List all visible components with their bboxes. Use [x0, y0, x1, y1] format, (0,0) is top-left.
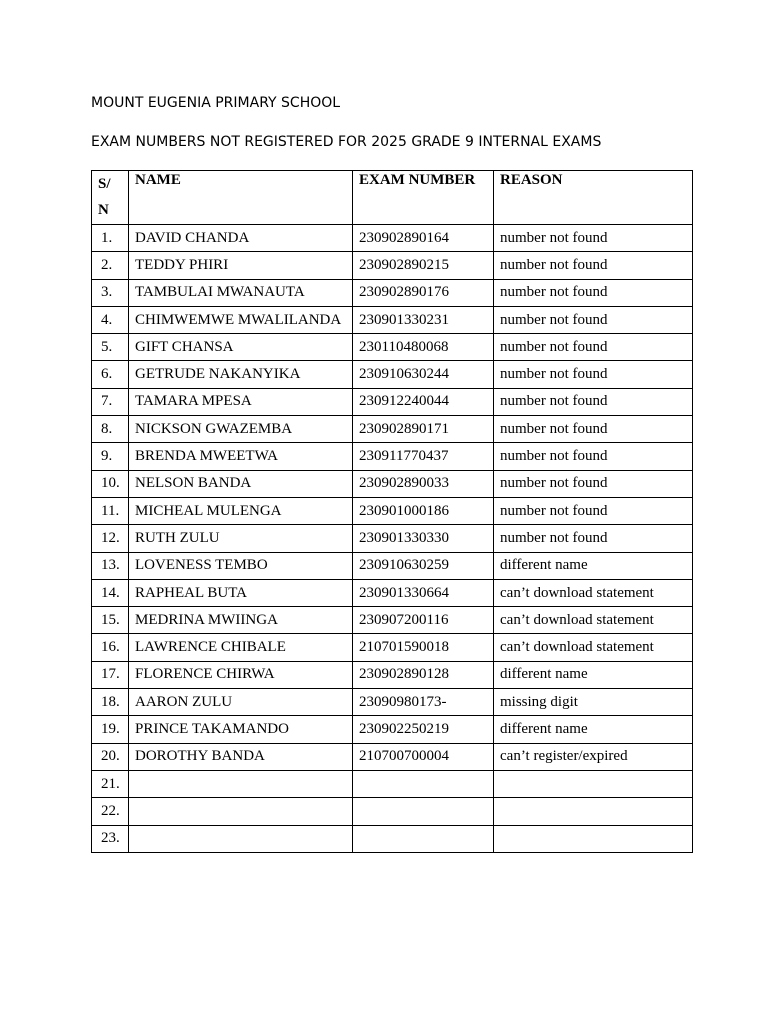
- row-serial-number-cell: [92, 525, 129, 552]
- row-reason: number not found: [500, 338, 608, 355]
- row-exam-number-cell: [353, 388, 494, 415]
- row-exam-number: 230902890128: [359, 666, 449, 683]
- row-name: TAMARA MPESA: [135, 393, 252, 410]
- row-exam-number-cell: [353, 279, 494, 306]
- row-name: LAWRENCE CHIBALE: [135, 639, 286, 656]
- row-name-cell: [129, 552, 353, 579]
- row-reason-cell: [494, 661, 693, 688]
- row-reason: different name: [500, 666, 588, 683]
- row-reason-cell: [494, 798, 693, 825]
- row-serial-number: 5.: [101, 338, 113, 355]
- row-serial-number-cell: [92, 743, 129, 770]
- row-reason: number not found: [500, 420, 608, 437]
- table-row: [92, 470, 693, 497]
- row-exam-number-cell: [353, 416, 494, 443]
- row-serial-number-cell: [92, 661, 129, 688]
- row-exam-number: 230910630259: [359, 557, 449, 574]
- row-reason-cell: [494, 579, 693, 606]
- row-reason-cell: [494, 825, 693, 852]
- row-serial-number-cell: [92, 470, 129, 497]
- row-serial-number: 17.: [101, 666, 120, 683]
- row-reason-cell: [494, 470, 693, 497]
- column-header-sn-top: S/: [98, 176, 111, 192]
- row-serial-number-cell: [92, 579, 129, 606]
- row-name: RUTH ZULU: [135, 529, 220, 546]
- row-serial-number: 13.: [101, 557, 120, 574]
- row-name: MICHEAL MULENGA: [135, 502, 282, 519]
- row-reason: number not found: [500, 393, 608, 410]
- row-name: GETRUDE NAKANYIKA: [135, 366, 301, 383]
- row-serial-number-cell: [92, 497, 129, 524]
- row-exam-number-cell: [353, 334, 494, 361]
- row-name: MEDRINA MWIINGA: [135, 611, 278, 628]
- row-reason-cell: [494, 225, 693, 252]
- row-name: DOROTHY BANDA: [135, 748, 265, 765]
- table-row: [92, 552, 693, 579]
- row-exam-number: 230110480068: [359, 338, 449, 355]
- row-reason-cell: [494, 416, 693, 443]
- row-serial-number: 23.: [101, 830, 120, 847]
- row-serial-number: 9.: [101, 448, 113, 465]
- row-name-cell: [129, 798, 353, 825]
- row-exam-number: 230901000186: [359, 502, 449, 519]
- row-exam-number-cell: [353, 798, 494, 825]
- row-name: TAMBULAI MWANAUTA: [135, 284, 305, 301]
- row-reason: number not found: [500, 529, 608, 546]
- row-serial-number-cell: [92, 225, 129, 252]
- row-name: GIFT CHANSA: [135, 338, 234, 355]
- row-serial-number: 21.: [101, 775, 120, 792]
- row-name-cell: [129, 306, 353, 333]
- row-serial-number-cell: [92, 689, 129, 716]
- row-exam-number-cell: [353, 634, 494, 661]
- row-exam-number: 230902890033: [359, 475, 449, 492]
- row-name-cell: [129, 225, 353, 252]
- row-reason: can’t download statement: [500, 584, 654, 601]
- row-serial-number: 22.: [101, 802, 120, 819]
- table-row: [92, 334, 693, 361]
- row-exam-number-cell: [353, 552, 494, 579]
- row-serial-number: 3.: [101, 284, 113, 301]
- row-exam-number: 230902890215: [359, 256, 449, 273]
- row-reason: number not found: [500, 448, 608, 465]
- row-reason-cell: [494, 634, 693, 661]
- row-name: FLORENCE CHIRWA: [135, 666, 275, 683]
- row-name: LOVENESS TEMBO: [135, 557, 268, 574]
- row-name-cell: [129, 443, 353, 470]
- row-serial-number: 4.: [101, 311, 113, 328]
- table-row: [92, 525, 693, 552]
- row-name-cell: [129, 634, 353, 661]
- row-exam-number: 210700700004: [359, 748, 449, 765]
- table-row: [92, 225, 693, 252]
- row-reason: can’t download statement: [500, 611, 654, 628]
- row-name-cell: [129, 252, 353, 279]
- row-serial-number: 1.: [101, 229, 113, 246]
- table-row: [92, 634, 693, 661]
- row-name-cell: [129, 689, 353, 716]
- table-row: [92, 252, 693, 279]
- row-exam-number-cell: [353, 825, 494, 852]
- column-header-name: NAME: [129, 171, 353, 225]
- row-name: PRINCE TAKAMANDO: [135, 720, 289, 737]
- table-row: [92, 388, 693, 415]
- row-exam-number: 230901330231: [359, 311, 449, 328]
- row-reason-cell: [494, 306, 693, 333]
- row-reason: number not found: [500, 311, 608, 328]
- row-exam-number-cell: [353, 770, 494, 797]
- row-serial-number: 2.: [101, 256, 113, 273]
- table-row: [92, 689, 693, 716]
- row-exam-number: 230902250219: [359, 720, 449, 737]
- row-serial-number-cell: [92, 334, 129, 361]
- row-serial-number-cell: [92, 716, 129, 743]
- row-name: NELSON BANDA: [135, 475, 252, 492]
- row-reason-cell: [494, 361, 693, 388]
- column-header-sn-bottom: N: [98, 202, 109, 218]
- row-reason-cell: [494, 743, 693, 770]
- table-row: [92, 743, 693, 770]
- row-exam-number: 230910630244: [359, 366, 449, 383]
- row-exam-number: 230902890164: [359, 229, 449, 246]
- row-serial-number: 11.: [101, 502, 120, 519]
- row-name-cell: [129, 497, 353, 524]
- table-row: [92, 579, 693, 606]
- row-reason: number not found: [500, 366, 608, 383]
- row-name-cell: [129, 825, 353, 852]
- table-row: [92, 798, 693, 825]
- row-serial-number: 8.: [101, 420, 113, 437]
- row-name-cell: [129, 334, 353, 361]
- row-exam-number: 230901330664: [359, 584, 449, 601]
- row-serial-number-cell: [92, 443, 129, 470]
- table-row: [92, 279, 693, 306]
- row-serial-number-cell: [92, 607, 129, 634]
- row-serial-number-cell: [92, 306, 129, 333]
- row-serial-number: 7.: [101, 393, 113, 410]
- row-name-cell: [129, 388, 353, 415]
- table-row: [92, 306, 693, 333]
- row-reason: number not found: [500, 475, 608, 492]
- row-name-cell: [129, 579, 353, 606]
- table-header-row: [92, 171, 693, 225]
- row-exam-number-cell: [353, 607, 494, 634]
- row-exam-number-cell: [353, 361, 494, 388]
- table-row: [92, 443, 693, 470]
- column-header-exam-number: EXAM NUMBER: [353, 171, 494, 225]
- row-serial-number-cell: [92, 634, 129, 661]
- row-name-cell: [129, 607, 353, 634]
- row-exam-number-cell: [353, 225, 494, 252]
- row-reason-cell: [494, 770, 693, 797]
- row-reason-cell: [494, 552, 693, 579]
- row-exam-number-cell: [353, 443, 494, 470]
- row-reason-cell: [494, 716, 693, 743]
- row-reason-cell: [494, 388, 693, 415]
- row-exam-number: 230912240044: [359, 393, 449, 410]
- row-name-cell: [129, 525, 353, 552]
- row-serial-number: 16.: [101, 639, 120, 656]
- row-serial-number: 20.: [101, 748, 120, 765]
- row-serial-number-cell: [92, 798, 129, 825]
- row-exam-number-cell: [353, 689, 494, 716]
- row-exam-number-cell: [353, 743, 494, 770]
- row-reason-cell: [494, 443, 693, 470]
- row-exam-number: 210701590018: [359, 639, 449, 656]
- row-name: DAVID CHANDA: [135, 229, 250, 246]
- row-exam-number: 23090980173-: [359, 693, 447, 710]
- row-serial-number-cell: [92, 825, 129, 852]
- document-title: EXAM NUMBERS NOT REGISTERED FOR 2025 GRADE 9 INTERNAL EXAMS: [91, 134, 602, 150]
- exam-numbers-table: [91, 170, 693, 853]
- row-exam-number-cell: [353, 497, 494, 524]
- row-serial-number-cell: [92, 388, 129, 415]
- row-name: AARON ZULU: [135, 693, 233, 710]
- row-serial-number: 10.: [101, 475, 120, 492]
- row-name-cell: [129, 279, 353, 306]
- row-reason: number not found: [500, 284, 608, 301]
- row-name-cell: [129, 470, 353, 497]
- row-reason-cell: [494, 279, 693, 306]
- row-exam-number-cell: [353, 470, 494, 497]
- row-name-cell: [129, 661, 353, 688]
- row-serial-number: 6.: [101, 366, 113, 383]
- row-name-cell: [129, 716, 353, 743]
- row-name-cell: [129, 361, 353, 388]
- row-serial-number-cell: [92, 770, 129, 797]
- row-reason-cell: [494, 525, 693, 552]
- row-exam-number-cell: [353, 579, 494, 606]
- row-exam-number-cell: [353, 252, 494, 279]
- row-serial-number: 18.: [101, 693, 120, 710]
- row-exam-number: 230911770437: [359, 448, 449, 465]
- row-name: RAPHEAL BUTA: [135, 584, 247, 601]
- row-serial-number-cell: [92, 552, 129, 579]
- row-name: CHIMWEMWE MWALILANDA: [135, 311, 342, 328]
- row-exam-number-cell: [353, 661, 494, 688]
- table-row: [92, 416, 693, 443]
- row-name: TEDDY PHIRI: [135, 256, 229, 273]
- row-reason-cell: [494, 689, 693, 716]
- row-name-cell: [129, 416, 353, 443]
- row-serial-number-cell: [92, 361, 129, 388]
- row-name: BRENDA MWEETWA: [135, 448, 278, 465]
- row-name: NICKSON GWAZEMBA: [135, 420, 293, 437]
- table-row: [92, 607, 693, 634]
- column-header-reason: REASON: [494, 171, 693, 225]
- column-header-sn: [92, 171, 129, 225]
- row-exam-number: 230902890171: [359, 420, 449, 437]
- row-reason-cell: [494, 607, 693, 634]
- table-row: [92, 716, 693, 743]
- row-exam-number-cell: [353, 525, 494, 552]
- row-exam-number-cell: [353, 716, 494, 743]
- row-reason: different name: [500, 720, 588, 737]
- row-serial-number-cell: [92, 279, 129, 306]
- row-reason: number not found: [500, 502, 608, 519]
- table-row: [92, 361, 693, 388]
- row-reason: number not found: [500, 229, 608, 246]
- row-reason: can’t register/expired: [500, 748, 628, 765]
- row-exam-number: 230901330330: [359, 529, 449, 546]
- row-name-cell: [129, 743, 353, 770]
- row-reason-cell: [494, 334, 693, 361]
- row-reason: missing digit: [500, 693, 578, 710]
- table-row: [92, 661, 693, 688]
- table-row: [92, 497, 693, 524]
- row-exam-number-cell: [353, 306, 494, 333]
- school-name: MOUNT EUGENIA PRIMARY SCHOOL: [91, 95, 341, 111]
- row-serial-number: 12.: [101, 529, 120, 546]
- row-reason: number not found: [500, 256, 608, 273]
- row-serial-number: 19.: [101, 720, 120, 737]
- row-serial-number-cell: [92, 252, 129, 279]
- row-name-cell: [129, 770, 353, 797]
- row-reason: can’t download statement: [500, 639, 654, 656]
- row-reason-cell: [494, 252, 693, 279]
- table-row: [92, 770, 693, 797]
- row-serial-number: 15.: [101, 611, 120, 628]
- row-reason: different name: [500, 557, 588, 574]
- row-reason-cell: [494, 497, 693, 524]
- row-exam-number: 230902890176: [359, 284, 449, 301]
- row-serial-number-cell: [92, 416, 129, 443]
- row-exam-number: 230907200116: [359, 611, 449, 628]
- table-row: [92, 825, 693, 852]
- row-serial-number: 14.: [101, 584, 120, 601]
